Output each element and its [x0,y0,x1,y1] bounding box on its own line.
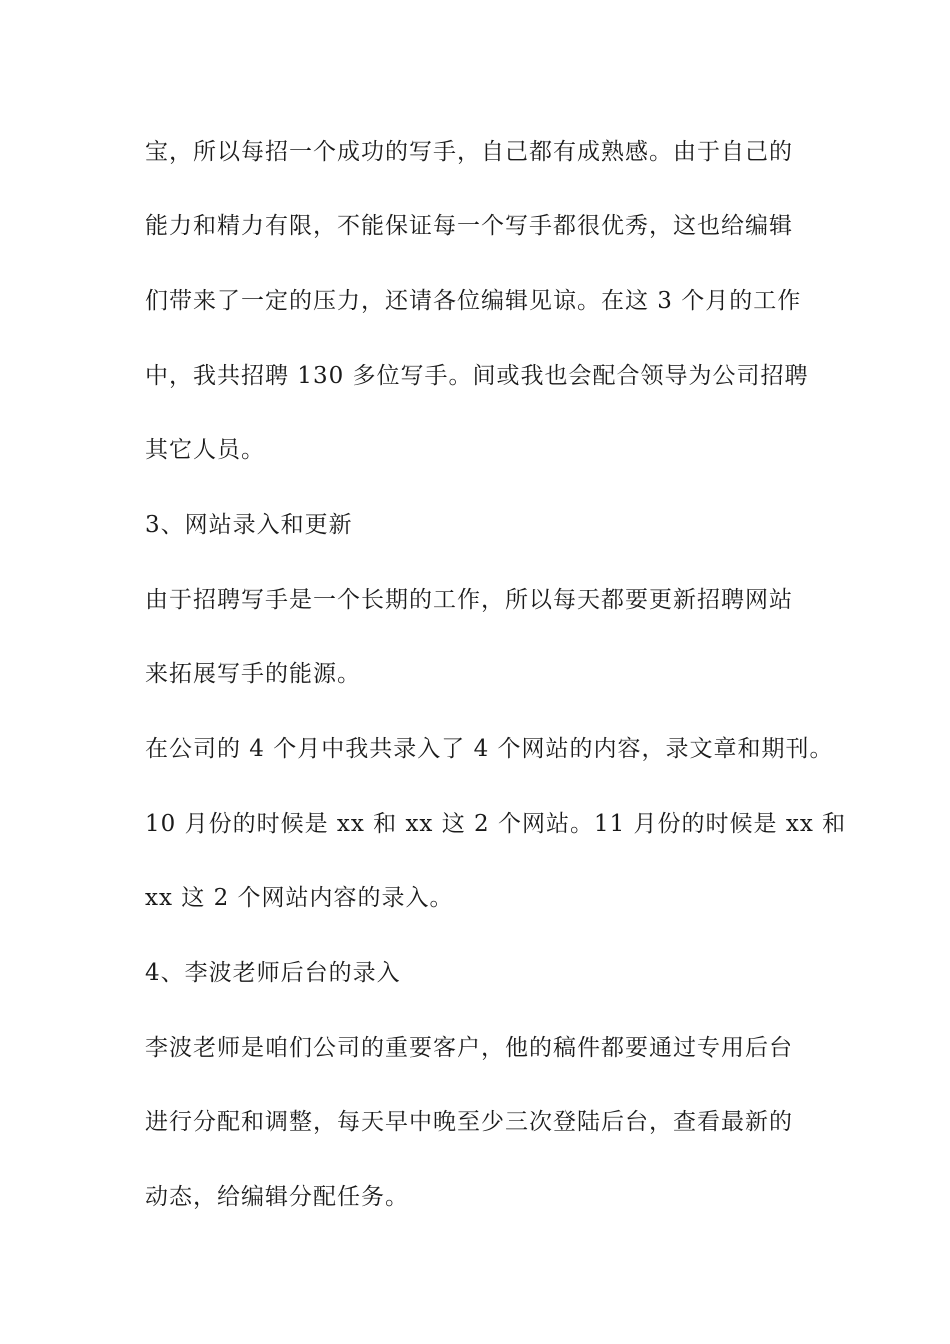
paragraph-line: 由于招聘写手是一个长期的工作，所以每天都要更新招聘网站 [145,587,793,613]
paragraph-line: 李波老师是咱们公司的重要客户，他的稿件都要通过专用后台 [145,1035,793,1061]
paragraph-line: 10 月份的时候是 xx 和 xx 这 2 个网站。11 月份的时候是 xx 和 [145,811,847,837]
section-heading: 4、李波老师后台的录入 [145,960,401,986]
paragraph-line: 中，我共招聘 130 多位写手。间或我也会配合领导为公司招聘 [145,363,809,389]
paragraph-line: 来拓展写手的能源。 [145,661,361,687]
paragraph-line: 其它人员。 [145,437,265,463]
paragraph-line: 进行分配和调整，每天早中晚至少三次登陆后台，查看最新的 [145,1109,793,1135]
paragraph-line: 宝，所以每招一个成功的写手，自己都有成熟感。由于自己的 [145,139,793,165]
paragraph-line: 动态，给编辑分配任务。 [145,1184,409,1210]
section-heading: 3、网站录入和更新 [145,512,353,538]
paragraph-line: xx 这 2 个网站内容的录入。 [145,885,454,911]
paragraph-line: 在公司的 4 个月中我共录入了 4 个网站的内容，录文章和期刊。 [145,736,834,762]
paragraph-line: 们带来了一定的压力，还请各位编辑见谅。在这 3 个月的工作 [145,288,802,314]
paragraph-line: 能力和精力有限，不能保证每一个写手都很优秀，这也给编辑 [145,213,793,239]
